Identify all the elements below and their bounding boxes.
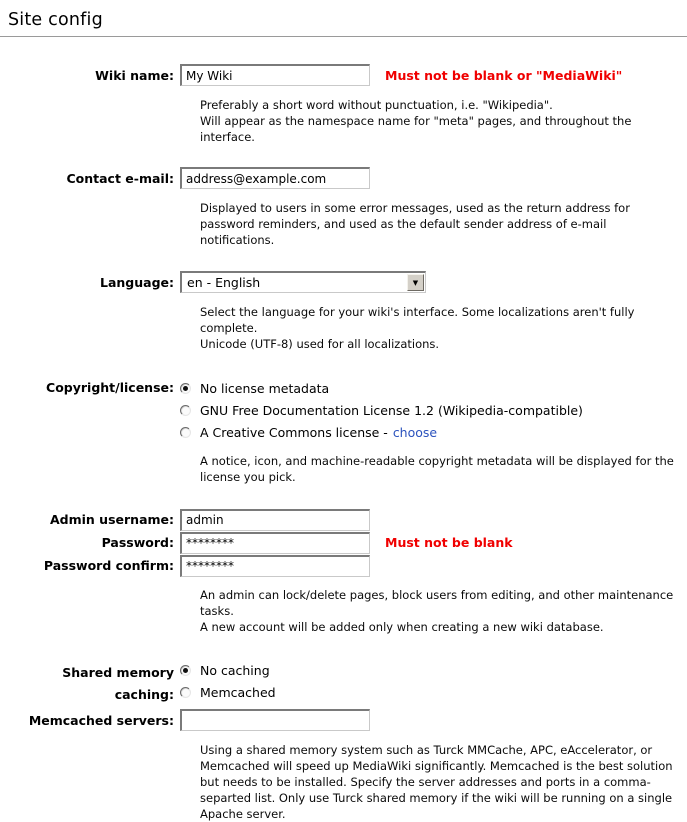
language-label: Language: [99, 274, 174, 290]
wiki-name-label: Wiki name: [95, 67, 174, 83]
help-line: Unicode (UTF-8) used for all localizations. [200, 337, 440, 351]
page-title: Site config [8, 10, 103, 30]
memcached-servers-input[interactable] [180, 709, 370, 731]
contact-email-label: Contact e-mail: [66, 170, 174, 186]
password-label: Password: [101, 535, 174, 550]
radio-button-icon[interactable] [180, 405, 191, 416]
wiki-name-help [200, 97, 678, 145]
caching-option-none[interactable] [180, 659, 276, 681]
help-line: A new account will be added only when creating a new wiki database. [200, 620, 604, 634]
wiki-name-input[interactable] [180, 64, 370, 86]
section-wiki-name [0, 63, 687, 145]
section-license [0, 377, 687, 485]
password-error: Must not be blank [385, 535, 513, 550]
license-option-gfdl[interactable] [180, 399, 583, 421]
title-divider [0, 36, 687, 37]
help-line: An admin can lock/delete pages, block users from editing, and other maintenance tasks. [200, 588, 674, 618]
license-help [200, 453, 678, 485]
license-option-creative-commons[interactable] [180, 421, 583, 443]
memcached-servers-label: Memcached servers: [28, 712, 174, 728]
help-line: Using a shared memory system such as Turck MMCache, APC, eAccelerator, or Memcached will speed up MediaWiki significantly. Memcached is the best solution but needs to be installed. Specify the server addresses and ports in a comma-separted list. Only use Turck shared memory if the wiki will be running on a single Apache server. [200, 743, 673, 821]
password-confirm-input[interactable] [180, 555, 370, 577]
choose-license-link[interactable]: choose [392, 424, 438, 440]
language-select[interactable] [180, 271, 426, 293]
license-option-label: GNU Free Documentation License 1.2 (Wikipedia-compatible) [200, 402, 583, 418]
caching-option-label: No caching [200, 662, 270, 678]
help-line: Will appear as the namespace name for "meta" pages, and throughout the interface. [200, 114, 632, 144]
help-line: Displayed to users in some error messages, used as the return address for password reminders, and used as the default sender address of e-mail notifications. [200, 201, 630, 247]
wiki-name-error: Must not be blank or "MediaWiki" [385, 67, 623, 83]
site-config-page [0, 10, 687, 822]
password-confirm-label: Password confirm: [43, 558, 174, 573]
help-line: Select the language for your wiki's interface. Some localizations aren't fully complete. [200, 305, 635, 335]
section-caching [0, 659, 687, 822]
language-select-value: en - English [187, 275, 261, 290]
help-line: A notice, icon, and machine-readable copyright metadata will be displayed for the license you pick. [200, 454, 674, 484]
license-option-label: A Creative Commons license - [200, 424, 388, 440]
help-line: Preferably a short word without punctuation, i.e. "Wikipedia". [200, 98, 553, 112]
chevron-down-icon[interactable]: ▼ [407, 274, 424, 291]
license-option-label: No license metadata [200, 380, 330, 396]
license-option-no-metadata[interactable] [180, 377, 583, 399]
password-input[interactable] [180, 532, 370, 554]
admin-help [200, 587, 678, 635]
section-admin [0, 508, 687, 635]
caching-help [200, 742, 678, 822]
section-language [0, 270, 687, 352]
language-help [200, 304, 678, 352]
caching-option-memcached[interactable] [180, 681, 276, 703]
license-label: Copyright/license: [46, 380, 174, 395]
caching-option-label: Memcached [200, 684, 276, 700]
radio-button-icon[interactable] [180, 687, 191, 698]
admin-username-input[interactable] [180, 509, 370, 531]
site-config-form [0, 63, 687, 822]
contact-email-input[interactable] [180, 167, 370, 189]
radio-button-icon[interactable] [180, 665, 191, 676]
caching-label: Shared memory caching: [62, 665, 174, 702]
contact-email-help [200, 200, 678, 248]
radio-button-icon[interactable] [180, 383, 191, 394]
radio-button-icon[interactable] [180, 427, 191, 438]
section-contact-email [0, 166, 687, 248]
admin-username-label: Admin username: [50, 512, 174, 527]
